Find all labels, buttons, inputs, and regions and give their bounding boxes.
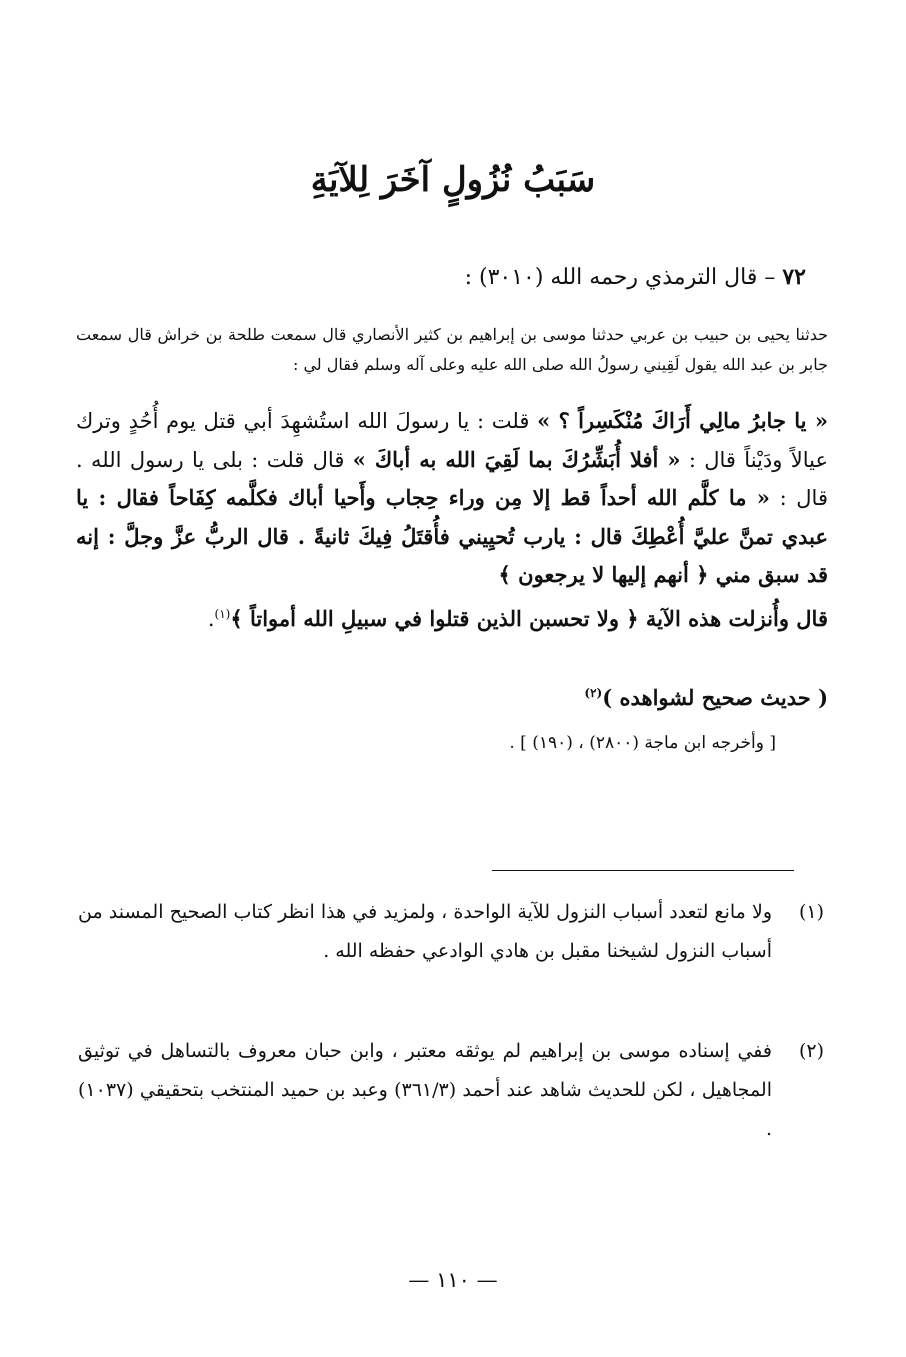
footnote-number: (٢) bbox=[798, 1040, 824, 1062]
footnote-ref-1[interactable]: (١) bbox=[214, 606, 231, 621]
narration-text-1: قلت : يا رسولَ الله استُشهِدَ أبي قتل يوم أُحُدٍ وترك عيالاً ودَيْناً قال : bbox=[76, 409, 828, 472]
hadith-grade bbox=[76, 676, 828, 715]
hadith-number: ٧٢ bbox=[782, 264, 806, 290]
prophet-quote-1: « يا جابرُ مالِي أَرَاكَ مُنْكَسِراً ؟ » bbox=[537, 408, 828, 433]
page-number: — ١١٠ — bbox=[408, 1268, 498, 1292]
footnote-text: ولا مانع لتعدد أسباب النزول للآية الواحدة ، ولمزيد في هذا انظر كتاب الصحيح المسند من أسباب النزول لشيخنا مقبل بن هادي الوادعي حفظه الله . bbox=[78, 901, 772, 962]
prophet-quote-2: « أفلا أُبَشِّرُكَ بما لَقِيَ الله به أباكَ » bbox=[352, 446, 681, 472]
matn-paragraph-1 bbox=[76, 402, 828, 595]
revelation-text: قال وأُنزلت هذه الآية ﴿ ولا تحسبن الذين قتلوا في سبيلِ الله أمواتاً ﴾ bbox=[230, 605, 828, 631]
grade-text: ( حديث صحيح لشواهده ) bbox=[602, 685, 828, 710]
hadith-heading bbox=[106, 260, 806, 295]
hadith-matn bbox=[76, 402, 828, 639]
chapter-title: سَبَبُ نُزُولٍ آخَرَ لِلآيَةِ bbox=[310, 160, 596, 200]
matn-end-dot: . bbox=[207, 606, 215, 631]
footnote-text: ففي إسناده موسى بن إبراهيم لم يوثقه معتبر ، وابن حبان معروف بالتساهل في توثيق المجاهيل ، لكن للحديث شاهد عند أحمد (٣٦١/٣) وعبد بن حميد المنتخب بتحقيقي (١٠٣٧) . bbox=[78, 1040, 772, 1140]
footnote-ref-2[interactable]: (٢) bbox=[584, 686, 603, 700]
hadith-intro: – قال الترمذي رحمه الله (٣٠١٠) : bbox=[464, 265, 776, 290]
matn-paragraph-2 bbox=[76, 595, 828, 639]
footnote-1 bbox=[78, 893, 824, 971]
prophet-quote-3: « ما كلَّم الله أحداً قط إلا مِن وراء حِجاب وأَحيا أباك فكلَّمه كِفَاحاً فقال : يا عبدي تمنَّ عليَّ أُعْطِكَ قال : يارب تُحيِيني فأُقتَلُ فِيكَ ثانيةً . قال الربُّ عزَّ وجلَّ : إنه قد سبق مني ﴿ أنهم إليها لا يرجعون ﴾ bbox=[76, 485, 828, 588]
footnote-2 bbox=[78, 1032, 824, 1149]
footnote-number: (١) bbox=[798, 901, 824, 923]
footnote-divider bbox=[492, 870, 794, 871]
hadith-isnad: حدثنا يحيى بن حبيب بن عربي حدثنا موسى بن إبراهيم بن كثير الأنصاري قال سمعت طلحة بن خراش قال سمعت جابر بن عبد الله يقول لَقِيني رسولُ الله صلى الله عليه وعلى آله وسلم فقال لي : bbox=[76, 325, 828, 374]
hadith-reference: [ وأخرجه ابن ماجة (٢٨٠٠) ، (١٩٠) ] . bbox=[509, 733, 776, 753]
narration-text-2: قال قلت : بلى يا رسول الله . قال : bbox=[76, 447, 828, 511]
